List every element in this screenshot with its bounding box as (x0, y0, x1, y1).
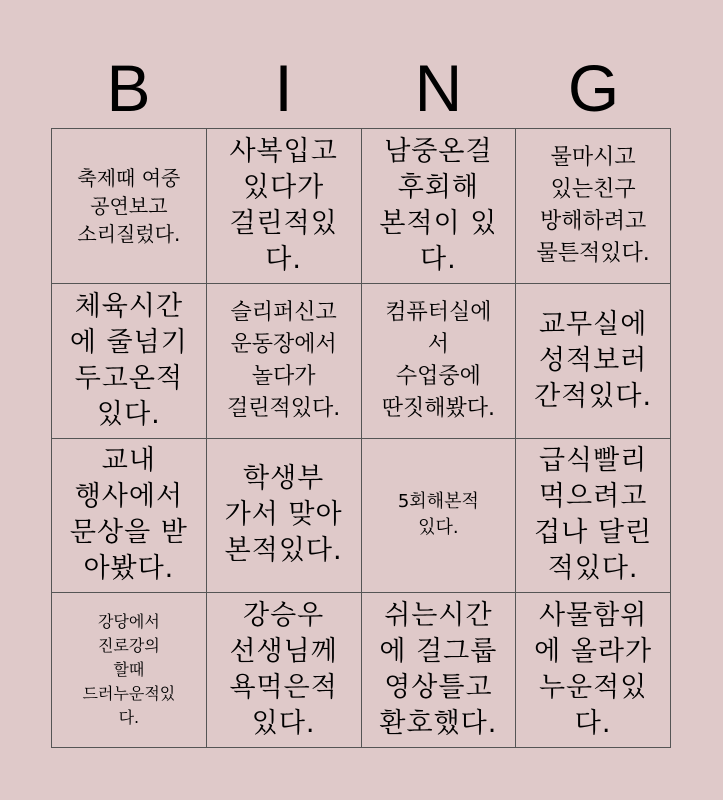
bingo-header (51, 52, 671, 124)
bingo-cell[interactable] (207, 593, 362, 748)
bingo-cell[interactable] (362, 284, 517, 439)
bingo-cell-text: 급식빨리 먹으려고 겁나 달린 적있다. (534, 445, 653, 585)
bingo-cell-text: 슬리퍼신고 운동장에서 놀다가 걸린적있다. (226, 299, 341, 421)
bingo-cell[interactable] (52, 284, 207, 439)
bingo-cell-text: 강승우 선생님께 욕먹은적 있다. (229, 600, 338, 740)
bingo-cell-text: 사물함위 에 올라가 누운적있 다. (534, 600, 653, 740)
bingo-cell[interactable] (516, 129, 671, 284)
bingo-cell-text: 강당에서 진로강의 할때 드러누운적있 다. (82, 612, 176, 728)
bingo-cell-text: 학생부 가서 맞아 본적있다. (224, 463, 343, 567)
bingo-cell-text: 교내 행사에서 문상을 받 아봤다. (69, 445, 188, 585)
bingo-cell-text: 쉬는시간 에 걸그룹 영상틀고 환호했다. (379, 600, 498, 740)
bingo-cell-text: 축제때 여중 공연보고 소리질렀다. (77, 165, 181, 246)
bingo-cell[interactable] (362, 593, 517, 748)
bingo-cell[interactable] (516, 439, 671, 594)
bingo-cell[interactable] (516, 284, 671, 439)
bingo-cell[interactable] (362, 129, 517, 284)
bingo-cell[interactable] (207, 129, 362, 284)
bingo-cell-text: 컴퓨터실에 서 수업중에 딴짓해봤다. (381, 299, 495, 421)
bingo-cell-text: 남중온걸 후회해 본적이 있 다. (379, 135, 498, 275)
header-letter-i: I (274, 51, 293, 125)
bingo-cell-text: 물마시고 있는친구 방해하려고 물튼적있다. (536, 144, 650, 266)
bingo-cell[interactable] (207, 284, 362, 439)
header-letter-b: B (106, 51, 151, 125)
bingo-cell[interactable] (207, 439, 362, 594)
bingo-cell[interactable] (516, 593, 671, 748)
header-letter-g: G (567, 51, 620, 125)
bingo-cell[interactable] (52, 593, 207, 748)
bingo-cell-text: 5회해본적 있다. (397, 491, 479, 539)
header-letter-n: N (414, 51, 463, 125)
bingo-cell-text: 교무실에 성적보러 간적있다. (534, 308, 653, 412)
bingo-cell-text: 체육시간 에 줄넘기 두고온적 있다. (69, 290, 188, 430)
bingo-cell[interactable] (52, 439, 207, 594)
bingo-cell-text: 사복입고 있다가 걸린적있 다. (229, 135, 338, 275)
bingo-cell[interactable] (362, 439, 517, 594)
bingo-grid (51, 128, 671, 748)
bingo-cell[interactable] (52, 129, 207, 284)
